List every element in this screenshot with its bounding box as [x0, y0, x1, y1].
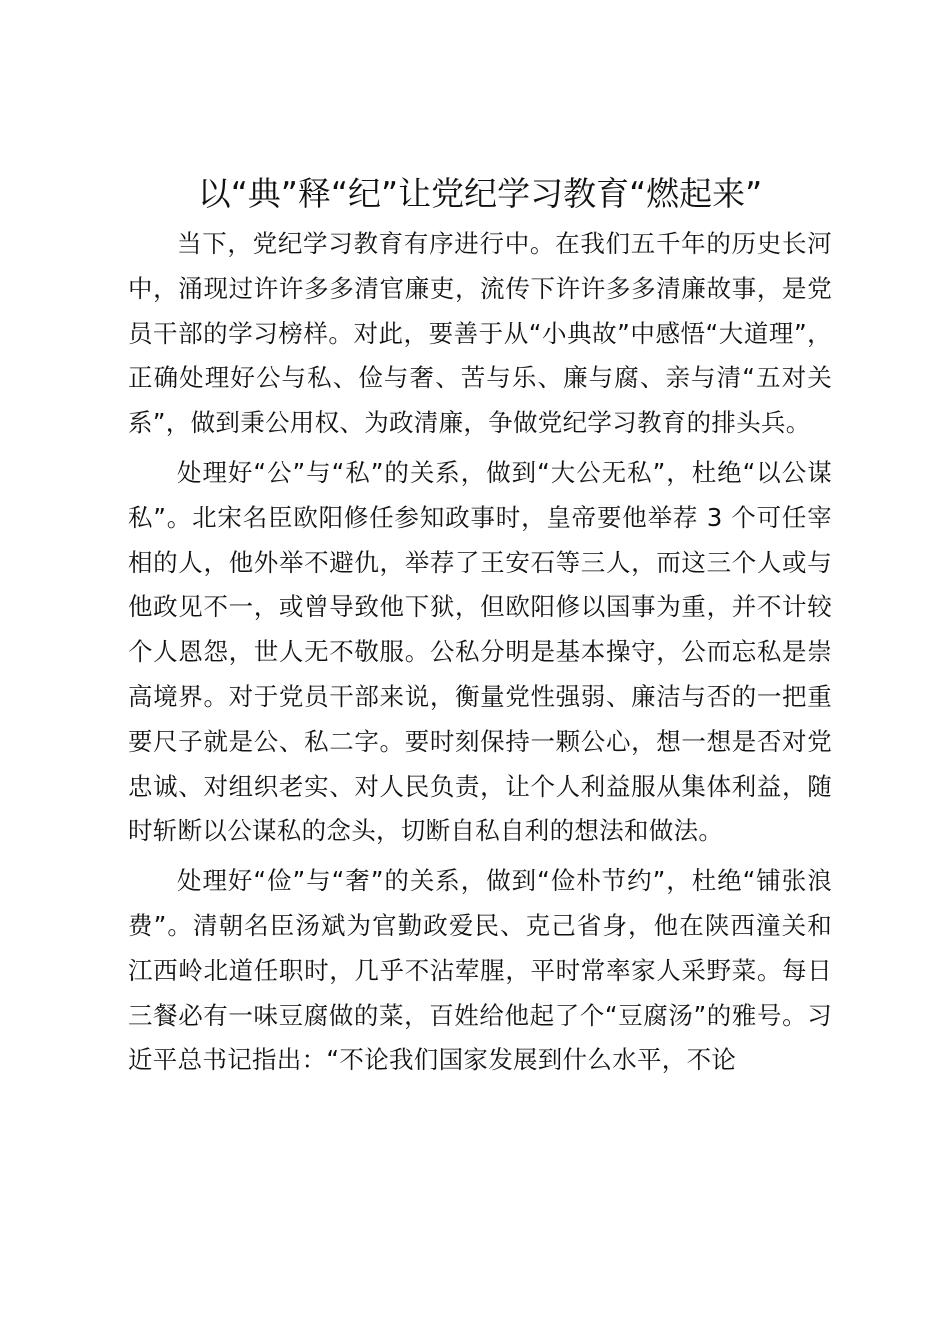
document-body	[128, 222, 832, 1088]
paragraph-frugal-extravagant: 处理好“俭”与“奢”的关系，做到“俭朴节约”，杜绝“铺张浪费”。清朝名臣汤斌为官勤政爱民、克己省身，他在陕西潼关和江西岭北道任职时，几乎不沾荤腥，平时常率家人采野菜。每日三餐必有一味豆腐做的菜，百姓给他起了个“豆腐汤”的雅号。习近平总书记指出：“不论我们国家发展到什么水平，不论	[128, 866, 832, 1075]
paragraph-intro: 当下，党纪学习教育有序进行中。在我们五千年的历史长河中，涌现过许许多多清官廉吏，流传下许许多多清廉故事，是党员干部的学习榜样。对此，要善于从“小典故”中感悟“大道理”，正确处理好公与私、俭与奢、苦与乐、廉与腐、亲与清“五对关系”，做到秉公用权、为政清廉，争做党纪学习教育的排头兵。	[128, 229, 832, 438]
paragraph-public-private: 处理好“公”与“私”的关系，做到“大公无私”，杜绝“以公谋私”。北宋名臣欧阳修任参知政事时，皇帝要他举荐 3 个可任宰相的人，他外举不避仇，举荐了王安石等三人，而这三个人或与他政见不一，或曾导致他下狱，但欧阳修以国事为重，并不计较个人恩怨，世人无不敬服。公私分明是基本操守，公而忘私是崇高境界。对于党员干部来说，衡量党性强弱、廉洁与否的一把重要尺子就是公、私二字。要时刻保持一颗公心，想一想是否对党忠诚、对组织老实、对人民负责，让个人利益服从集体利益，随时斩断以公谋私的念头，切断自私自利的想法和做法。	[128, 457, 832, 846]
document-title: 以“典”释“纪”让党纪学习教育“燃起来”	[197, 174, 763, 213]
